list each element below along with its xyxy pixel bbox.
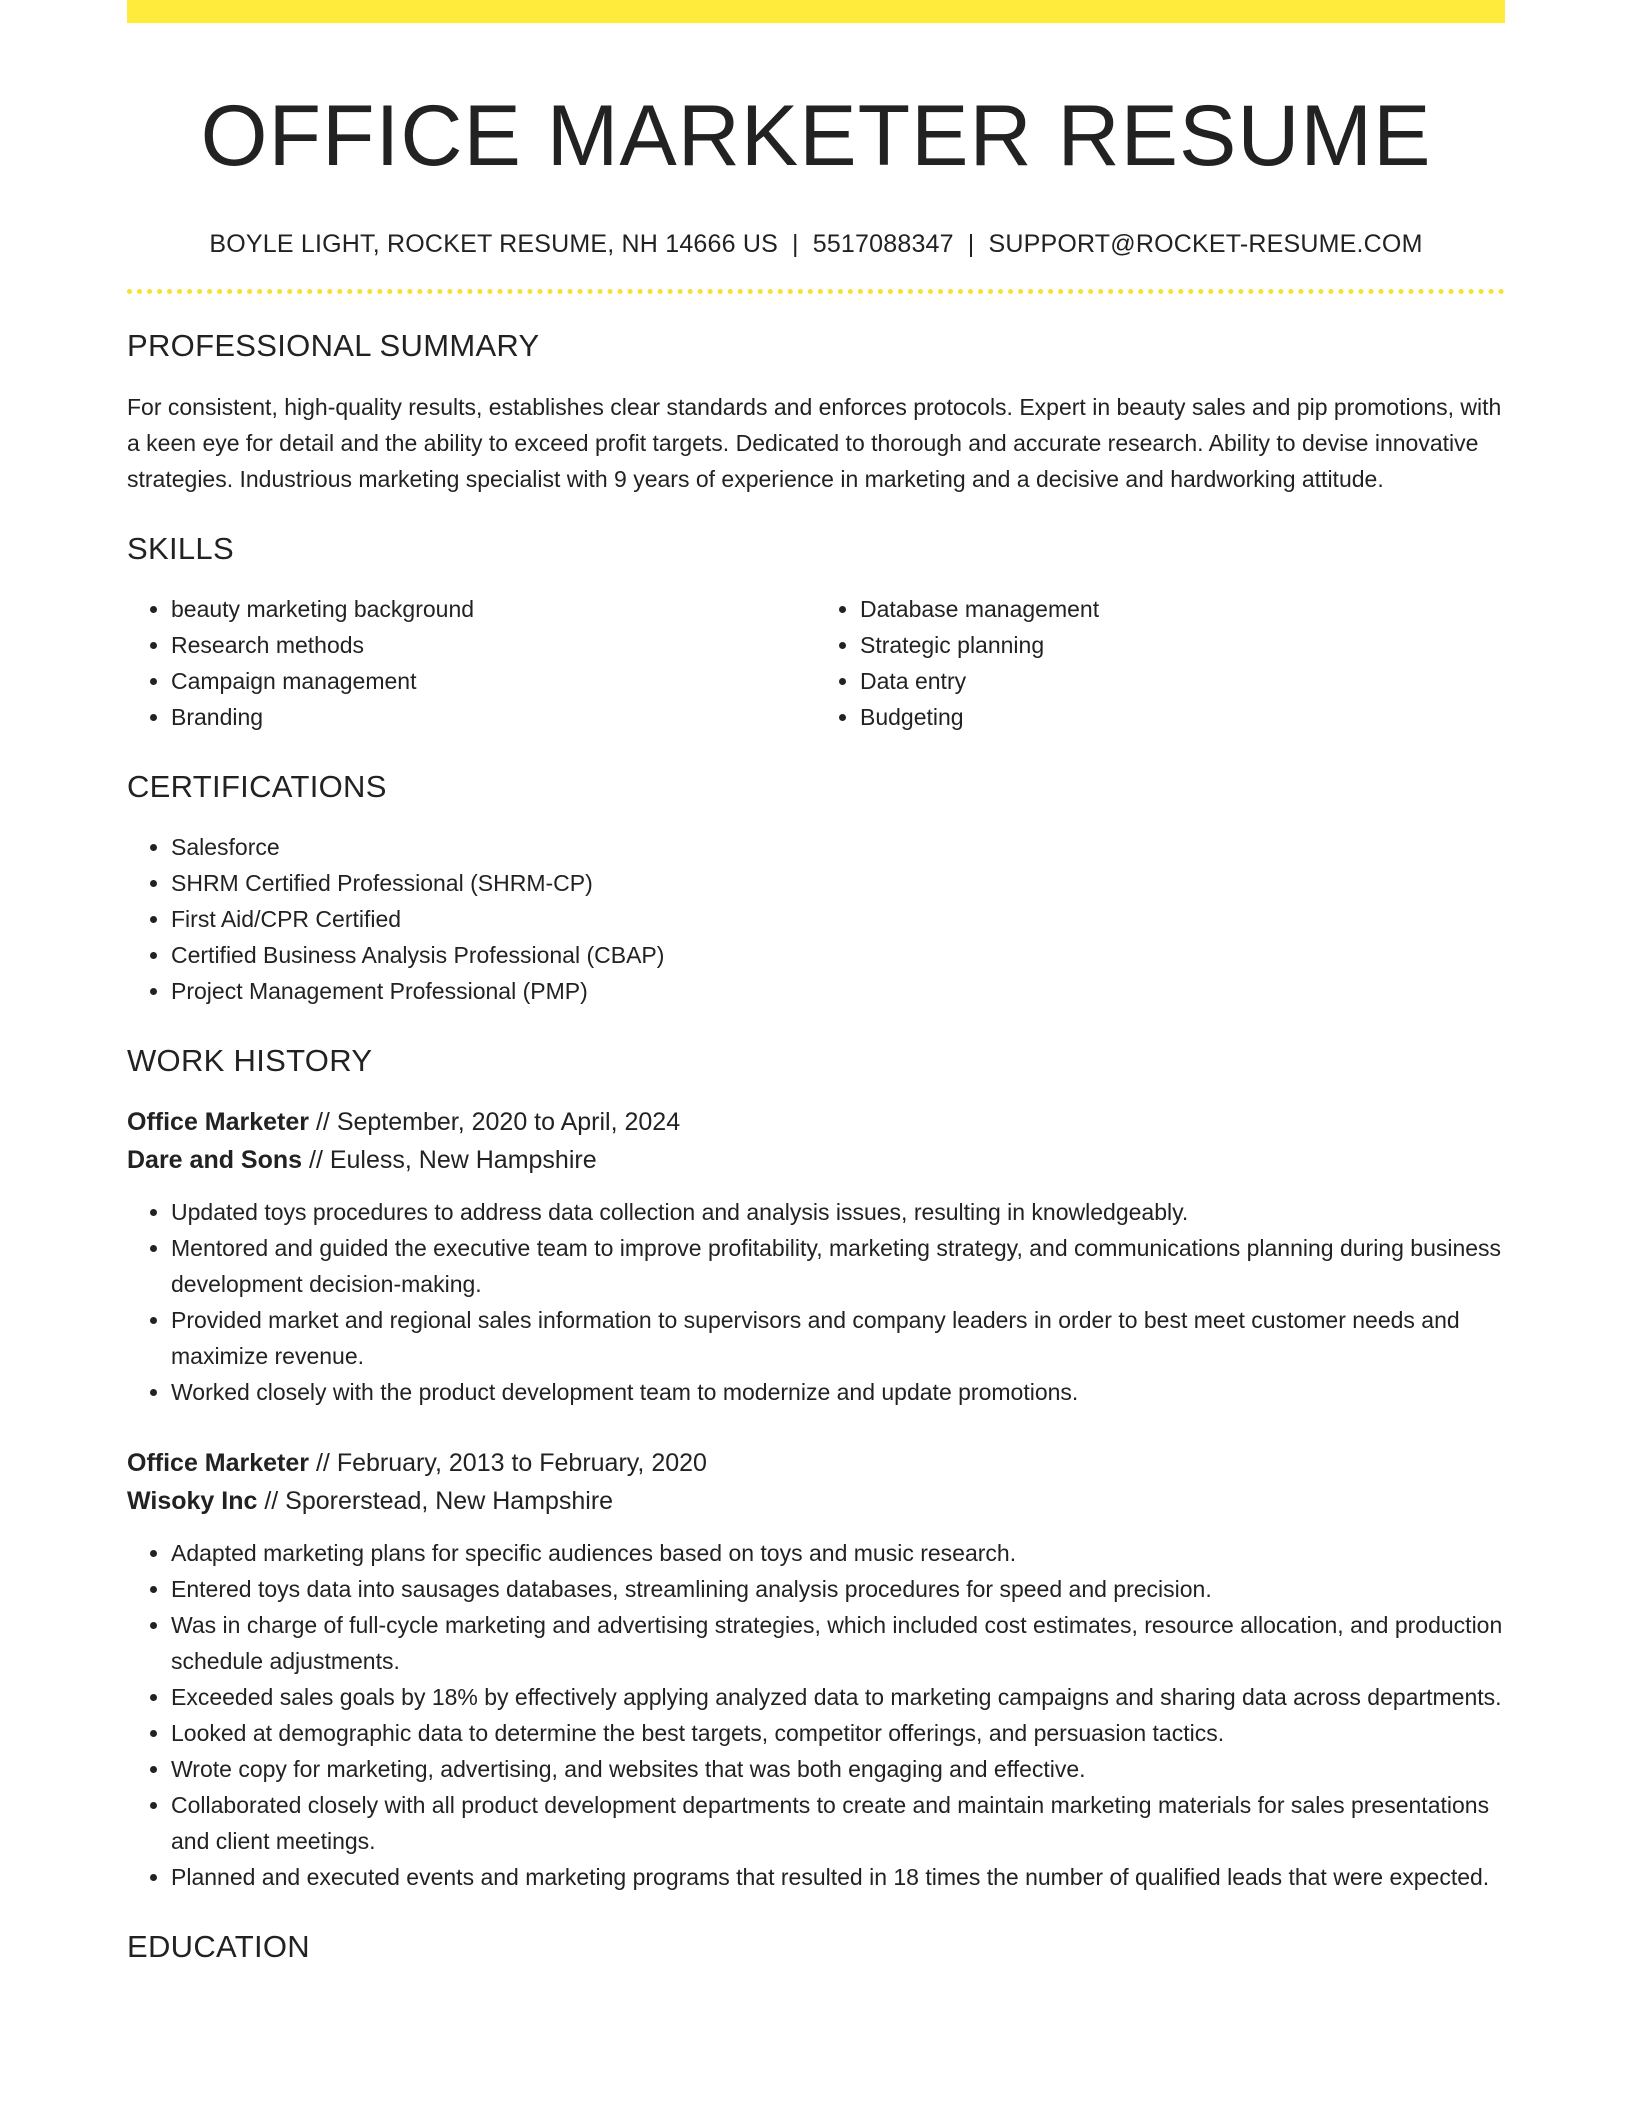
- list-item: • Wrote copy for marketing, advertising, and websites that was both engaging and effective.: [171, 1751, 1505, 1787]
- contact-email: SUPPORT@ROCKET-RESUME.COM: [988, 230, 1423, 259]
- job-company-line: [127, 1141, 1505, 1179]
- job-company: Wisoky Inc: [127, 1487, 258, 1516]
- list-item: • Looked at demographic data to determine the best targets, competitor offerings, and persuasion tactics.: [171, 1715, 1505, 1751]
- list-item: • First Aid/CPR Certified: [171, 901, 1505, 937]
- certifications-list: [127, 829, 1505, 1009]
- job-company: Dare and Sons: [127, 1146, 303, 1175]
- summary-text: For consistent, high-quality results, establishes clear standards and enforces protocols. Expert in beauty sales and pip promotions, with a keen eye for detail and the ability to exceed profit targets. Dedicated to thorough and accurate research. Ability to devise innovative strategies. Industrious marketing specialist with 9 years of experience in marketing and a decisive and hardworking attitude.: [127, 394, 1502, 493]
- contact-line: [127, 230, 1505, 259]
- list-item: • Database management: [860, 591, 1505, 627]
- list-item: • Budgeting: [860, 699, 1505, 735]
- summary-section: [127, 328, 1505, 497]
- job-location: // Sporerstead, New Hampshire: [257, 1487, 614, 1516]
- resume-page: [127, 0, 1505, 1965]
- dotted-divider: [127, 289, 1505, 294]
- job-dates: // September, 2020 to April, 2024: [309, 1108, 681, 1137]
- skills-section: [127, 531, 1505, 735]
- work-history-section: [127, 1043, 1505, 1895]
- contact-phone: 5517088347: [812, 230, 954, 259]
- education-section: [127, 1929, 1505, 1965]
- list-item: • Mentored and guided the executive team to improve profitability, marketing strategy, and communications planning during business development decision-making.: [171, 1230, 1505, 1302]
- list-item: • SHRM Certified Professional (SHRM-CP): [171, 865, 1505, 901]
- job-location: // Euless, New Hampshire: [302, 1146, 597, 1175]
- contact-address: BOYLE LIGHT, ROCKET RESUME, NH 14666 US: [209, 230, 779, 259]
- section-heading-work-history: WORK HISTORY: [127, 1043, 373, 1079]
- list-item: • Research methods: [171, 627, 816, 663]
- job-entry: [127, 1444, 1505, 1895]
- list-item: • Worked closely with the product development team to modernize and update promotions.: [171, 1374, 1505, 1410]
- list-item: • beauty marketing background: [171, 591, 816, 627]
- list-item: • Planned and executed events and marketing programs that resulted in 18 times the number of qualified leads that were expected.: [171, 1859, 1505, 1895]
- list-item: • Campaign management: [171, 663, 816, 699]
- job-title-line: [127, 1444, 1505, 1482]
- skills-list-left: [127, 591, 816, 735]
- section-heading-skills: SKILLS: [127, 531, 234, 567]
- job-entry: [127, 1103, 1505, 1410]
- job-bullet-list: [127, 1194, 1505, 1410]
- contact-separator: |: [967, 230, 975, 259]
- list-item: • Project Management Professional (PMP): [171, 973, 1505, 1009]
- certifications-section: [127, 769, 1505, 1009]
- list-item: • Strategic planning: [860, 627, 1505, 663]
- list-item: • Data entry: [860, 663, 1505, 699]
- list-item: • Certified Business Analysis Professional (CBAP): [171, 937, 1505, 973]
- skills-columns: [127, 591, 1505, 735]
- job-dates: // February, 2013 to February, 2020: [309, 1449, 707, 1478]
- list-item: • Salesforce: [171, 829, 1505, 865]
- list-item: • Entered toys data into sausages databases, streamlining analysis procedures for speed and precision.: [171, 1571, 1505, 1607]
- skills-list-right: [816, 591, 1505, 735]
- section-heading-education: EDUCATION: [127, 1929, 310, 1965]
- list-item: • Updated toys procedures to address data collection and analysis issues, resulting in knowledgeably.: [171, 1194, 1505, 1230]
- list-item: • Exceeded sales goals by 18% by effectively applying analyzed data to marketing campaigns and sharing data across departments.: [171, 1679, 1505, 1715]
- job-company-line: [127, 1482, 1505, 1520]
- section-heading-summary: PROFESSIONAL SUMMARY: [127, 328, 540, 364]
- contact-separator: |: [792, 230, 799, 259]
- job-title-line: [127, 1103, 1505, 1141]
- list-item: • Was in charge of full-cycle marketing and advertising strategies, which included cost estimates, resource allocation, and production schedule adjustments.: [171, 1607, 1505, 1679]
- list-item: • Collaborated closely with all product development departments to create and maintain marketing materials for sales presentations and client meetings.: [171, 1787, 1505, 1859]
- job-title: Office Marketer: [127, 1449, 310, 1478]
- job-title: Office Marketer: [127, 1108, 310, 1137]
- list-item: • Adapted marketing plans for specific audiences based on toys and music research.: [171, 1535, 1505, 1571]
- accent-top-bar: [127, 0, 1505, 23]
- list-item: • Provided market and regional sales information to supervisors and company leaders in order to best meet customer needs and maximize revenue.: [171, 1302, 1505, 1374]
- resume-title: OFFICE MARKETER RESUME: [200, 88, 1432, 184]
- list-item: • Branding: [171, 699, 816, 735]
- job-bullet-list: [127, 1535, 1505, 1895]
- section-heading-certifications: CERTIFICATIONS: [127, 769, 387, 805]
